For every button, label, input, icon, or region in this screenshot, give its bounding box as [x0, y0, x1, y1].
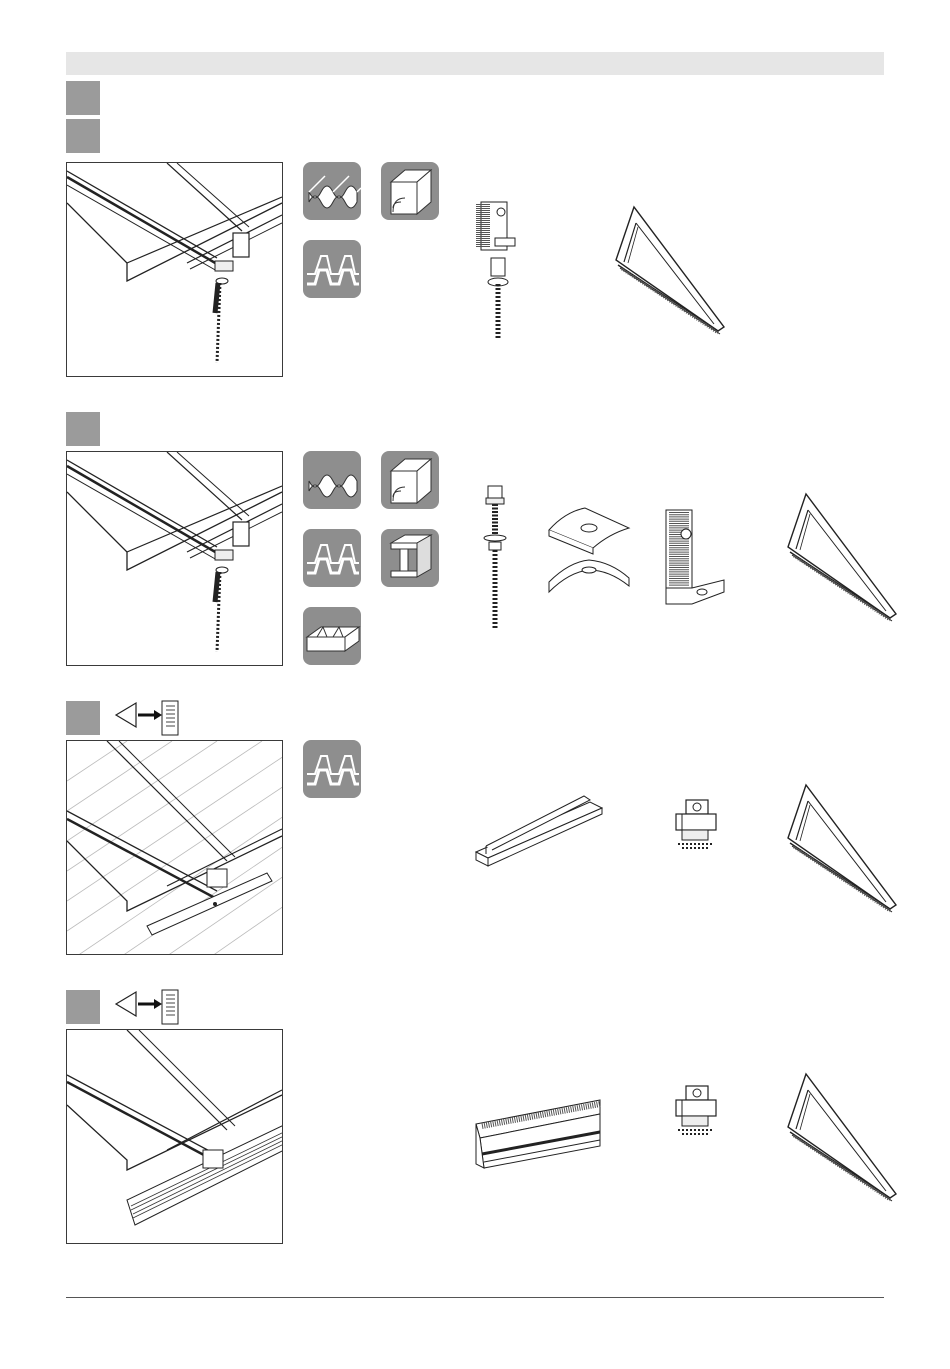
- installation-illustration-1: [66, 162, 283, 377]
- corrugated-roof-icon: [303, 162, 361, 220]
- footer-rule: [66, 1297, 884, 1298]
- end-clamp-icon: [672, 1084, 722, 1154]
- trapezoidal-roof-icon: [303, 529, 361, 587]
- sandwich-panel-icon: [303, 607, 361, 665]
- double-thread-bolt-icon: [480, 484, 510, 634]
- corrugated-roof-icon: [303, 451, 361, 509]
- mounting-rail-icon: [472, 1098, 604, 1173]
- triangle-frame-icon: [778, 1072, 898, 1207]
- steel-i-beam-icon: [381, 529, 439, 587]
- step-marker-3: [66, 701, 100, 735]
- wood-beam-icon: [381, 451, 439, 509]
- see-document-icon: [114, 699, 182, 739]
- installation-illustration-2: [66, 451, 283, 666]
- l-bracket-icon: [662, 508, 728, 608]
- installation-illustration-4: [66, 1029, 283, 1244]
- end-clamp-icon: [672, 798, 722, 868]
- step-marker-4: [66, 990, 100, 1024]
- triangle-frame-icon: [606, 205, 726, 340]
- step-marker-1a: [66, 81, 100, 115]
- triangle-frame-icon: [778, 492, 898, 627]
- mini-rail-icon: [472, 792, 607, 867]
- installation-illustration-3: [66, 740, 283, 955]
- wood-beam-icon: [381, 162, 439, 220]
- trapezoidal-roof-icon: [303, 240, 361, 298]
- see-document-icon: [114, 988, 182, 1028]
- step-marker-1b: [66, 119, 100, 153]
- hanger-bolt-with-bracket-icon: [473, 200, 523, 345]
- header-bar: [66, 52, 884, 75]
- step-marker-2: [66, 412, 100, 446]
- triangle-frame-icon: [778, 783, 898, 918]
- saddle-clamp-icon: [545, 500, 635, 605]
- trapezoidal-roof-icon: [303, 740, 361, 798]
